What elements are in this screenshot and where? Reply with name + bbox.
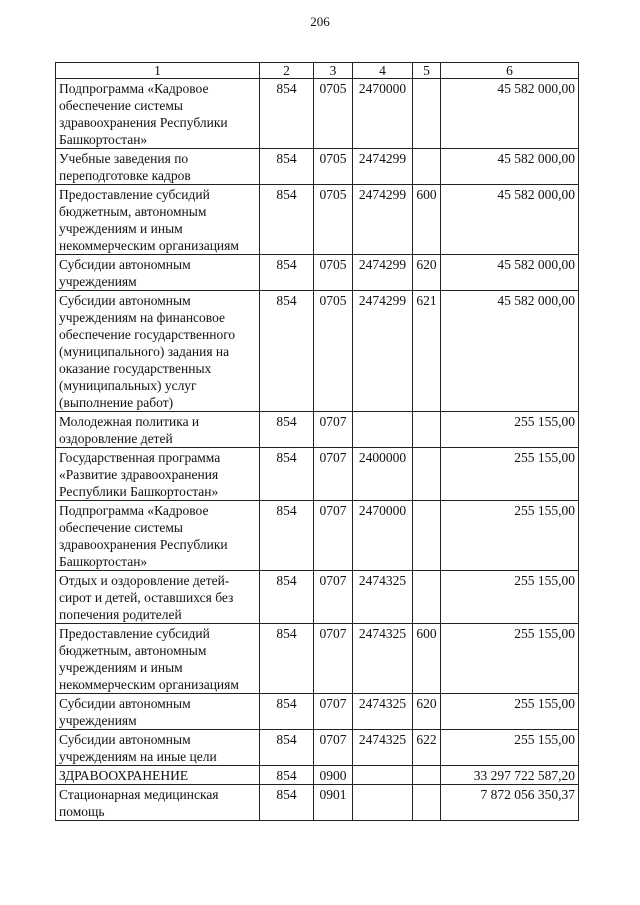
table-row: [56, 730, 579, 766]
row-sum: 255 155,00: [441, 624, 579, 694]
row-name: Подпрограмма «Кадровое обеспечение системы здравоохранения Республики Башкортостан»: [56, 79, 260, 149]
budget-table: [55, 62, 579, 821]
row-csr: 2474299: [353, 255, 413, 291]
row-ved: 854: [260, 448, 314, 501]
row-vr: 600: [413, 624, 441, 694]
row-sum: 255 155,00: [441, 448, 579, 501]
row-csr: [353, 785, 413, 821]
row-vr: [413, 571, 441, 624]
table-row: [56, 412, 579, 448]
row-ved: 854: [260, 785, 314, 821]
row-vr: [413, 785, 441, 821]
row-sum: 45 582 000,00: [441, 149, 579, 185]
row-vr: [413, 79, 441, 149]
row-sum: 33 297 722 587,20: [441, 766, 579, 785]
row-rzpr: 0707: [314, 694, 353, 730]
row-name: Подпрограмма «Кадровое обеспечение системы здравоохранения Республики Башкортостан»: [56, 501, 260, 571]
row-csr: [353, 766, 413, 785]
row-sum: 255 155,00: [441, 730, 579, 766]
row-rzpr: 0900: [314, 766, 353, 785]
header-col-5: 5: [413, 63, 441, 79]
row-sum: 255 155,00: [441, 412, 579, 448]
header-col-2: 2: [260, 63, 314, 79]
row-vr: [413, 448, 441, 501]
table-row: [56, 185, 579, 255]
row-rzpr: 0901: [314, 785, 353, 821]
row-rzpr: 0705: [314, 255, 353, 291]
table-row: [56, 785, 579, 821]
table-row: [56, 766, 579, 785]
row-name: Предоставление субсидий бюджетным, автономным учреждениям и иным некоммерческим организациям: [56, 185, 260, 255]
row-csr: 2474325: [353, 571, 413, 624]
row-sum: 255 155,00: [441, 694, 579, 730]
row-vr: 620: [413, 694, 441, 730]
row-sum: 255 155,00: [441, 501, 579, 571]
row-rzpr: 0707: [314, 412, 353, 448]
row-vr: 622: [413, 730, 441, 766]
row-name: Стационарная медицинская помощь: [56, 785, 260, 821]
row-ved: 854: [260, 501, 314, 571]
row-sum: 45 582 000,00: [441, 291, 579, 412]
header-col-1: 1: [56, 63, 260, 79]
row-vr: [413, 149, 441, 185]
row-rzpr: 0707: [314, 624, 353, 694]
row-rzpr: 0707: [314, 730, 353, 766]
row-ved: 854: [260, 149, 314, 185]
row-csr: 2470000: [353, 501, 413, 571]
row-vr: 600: [413, 185, 441, 255]
row-csr: [353, 412, 413, 448]
header-col-3: 3: [314, 63, 353, 79]
row-sum: 7 872 056 350,37: [441, 785, 579, 821]
row-name: Субсидии автономным учреждениям на иные цели: [56, 730, 260, 766]
header-col-6: 6: [441, 63, 579, 79]
row-name: Молодежная политика и оздоровление детей: [56, 412, 260, 448]
row-vr: [413, 766, 441, 785]
row-name: Субсидии автономным учреждениям на финансовое обеспечение государственного (муниципального) задания на оказание государственных (муниципальных) услуг (выполнение работ): [56, 291, 260, 412]
table-row: [56, 149, 579, 185]
row-csr: 2400000: [353, 448, 413, 501]
row-name: Отдых и оздоровление детей-сирот и детей, оставшихся без попечения родителей: [56, 571, 260, 624]
header-col-4: 4: [353, 63, 413, 79]
row-vr: [413, 501, 441, 571]
row-ved: 854: [260, 291, 314, 412]
row-csr: 2474299: [353, 185, 413, 255]
row-sum: 45 582 000,00: [441, 255, 579, 291]
row-name: Субсидии автономным учреждениям: [56, 694, 260, 730]
table-row: [56, 448, 579, 501]
row-rzpr: 0707: [314, 448, 353, 501]
row-name: Предоставление субсидий бюджетным, автономным учреждениям и иным некоммерческим организациям: [56, 624, 260, 694]
row-rzpr: 0705: [314, 149, 353, 185]
table-row: [56, 571, 579, 624]
page-number: 206: [310, 14, 330, 29]
table-row: [56, 501, 579, 571]
row-sum: 255 155,00: [441, 571, 579, 624]
table-header-row: [56, 63, 579, 79]
row-rzpr: 0705: [314, 185, 353, 255]
row-csr: 2474325: [353, 624, 413, 694]
row-csr: 2474325: [353, 730, 413, 766]
row-ved: 854: [260, 571, 314, 624]
table-row: [56, 255, 579, 291]
row-csr: 2470000: [353, 79, 413, 149]
row-rzpr: 0705: [314, 291, 353, 412]
row-rzpr: 0707: [314, 571, 353, 624]
row-sum: 45 582 000,00: [441, 185, 579, 255]
row-rzpr: 0707: [314, 501, 353, 571]
row-vr: 620: [413, 255, 441, 291]
row-vr: [413, 412, 441, 448]
row-name: Учебные заведения по переподготовке кадров: [56, 149, 260, 185]
row-vr: 621: [413, 291, 441, 412]
row-ved: 854: [260, 79, 314, 149]
table-row: [56, 624, 579, 694]
table-row: [56, 79, 579, 149]
row-ved: 854: [260, 255, 314, 291]
row-ved: 854: [260, 185, 314, 255]
row-csr: 2474325: [353, 694, 413, 730]
row-csr: 2474299: [353, 149, 413, 185]
row-ved: 854: [260, 624, 314, 694]
row-sum: 45 582 000,00: [441, 79, 579, 149]
row-ved: 854: [260, 730, 314, 766]
row-rzpr: 0705: [314, 79, 353, 149]
row-ved: 854: [260, 766, 314, 785]
row-name: ЗДРАВООХРАНЕНИЕ: [56, 766, 260, 785]
row-name: Субсидии автономным учреждениям: [56, 255, 260, 291]
table-row: [56, 694, 579, 730]
row-ved: 854: [260, 694, 314, 730]
row-ved: 854: [260, 412, 314, 448]
row-name: Государственная программа «Развитие здравоохранения Республики Башкортостан»: [56, 448, 260, 501]
table-row: [56, 291, 579, 412]
row-csr: 2474299: [353, 291, 413, 412]
